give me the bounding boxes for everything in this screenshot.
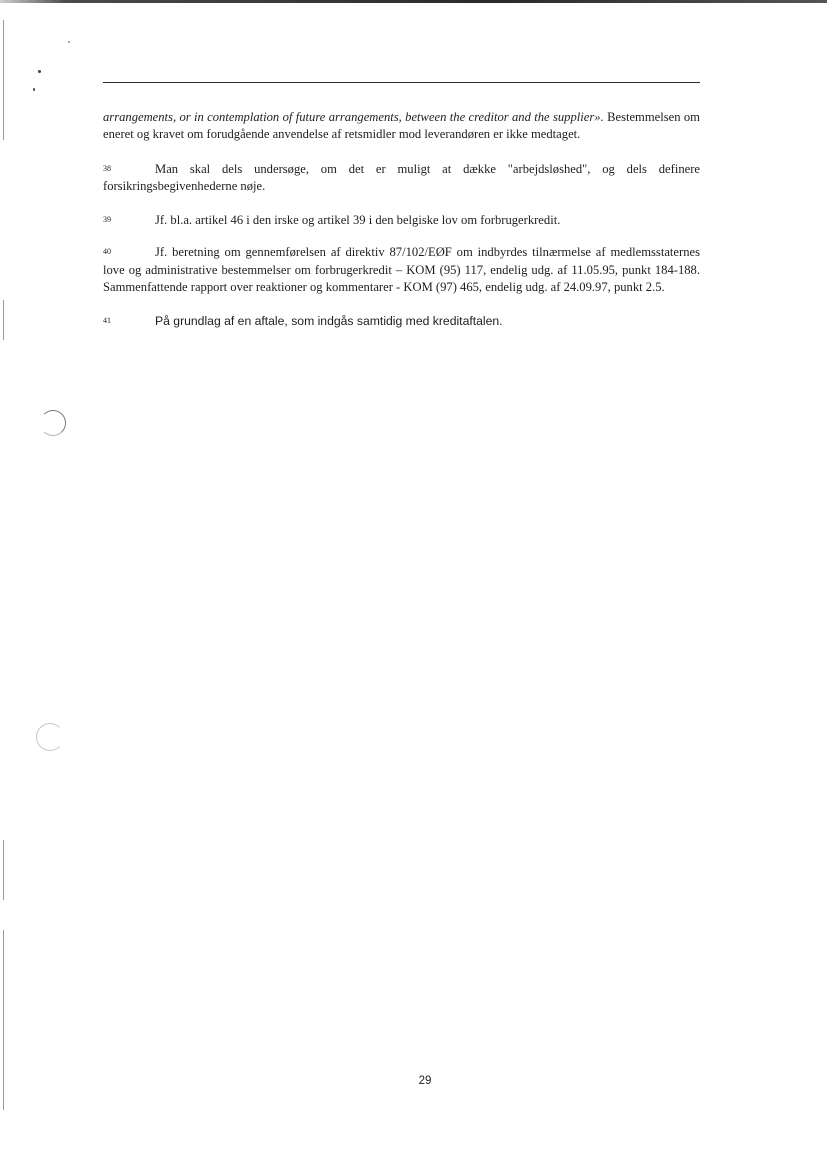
footnote-text: På grundlag af en aftale, som indgås samtidig med kreditaftalen.	[155, 314, 503, 329]
footnote-continuation	[103, 109, 700, 144]
footnote-38	[103, 161, 700, 196]
scan-left-edge	[3, 20, 4, 140]
footnote-text: Man skal dels undersøge, om det er muligt at dække "arbejdsløshed", og dels definere forsikringsbegivenhederne nøje.	[103, 161, 700, 193]
scan-speck	[33, 88, 35, 91]
footnote-40	[103, 244, 700, 296]
footnote-number: 39	[103, 215, 111, 225]
punch-hole	[40, 410, 66, 436]
footnote-continuation-quote: arrangements, or in contemplation of future arrangements, between the creditor and the supplier».	[103, 110, 604, 124]
scan-left-edge	[3, 840, 4, 900]
footnote-continuation-text: Bestemmelsen om eneret og kravet om forudgående anvendelse af retsmidler mod leverandøren er ikke medtaget.	[103, 110, 700, 142]
footnote-39	[103, 212, 700, 229]
footnote-separator	[103, 82, 700, 83]
scan-top-edge	[0, 0, 827, 3]
scan-left-edge	[3, 300, 4, 340]
footnote-text: Jf. bl.a. artikel 46 i den irske og artikel 39 i den belgiske lov om forbrugerkredit.	[155, 213, 561, 228]
footnote-number: 40	[103, 247, 111, 257]
footnotes-section	[103, 109, 700, 331]
scan-speck	[68, 41, 70, 43]
footnote-text: Jf. beretning om gennemførelsen af direktiv 87/102/EØF om indbyrdes tilnærmelse af medlemsstaternes love og administrative bestemmelser om forbrugerkredit – KOM (95) 117, endelig udg. af 11.05.95, punkt 184-188. Sammenfattende rapport over reaktioner og kommentarer - KOM (97) 465, endelig udg. af 24.09.97, punkt 2.5.	[103, 245, 700, 295]
scan-speck	[38, 70, 41, 73]
footnote-number: 38	[103, 163, 111, 173]
punch-hole	[36, 723, 64, 751]
footnote-41	[103, 313, 700, 330]
footnote-number: 41	[103, 316, 111, 326]
page-number: 29	[418, 1075, 432, 1087]
